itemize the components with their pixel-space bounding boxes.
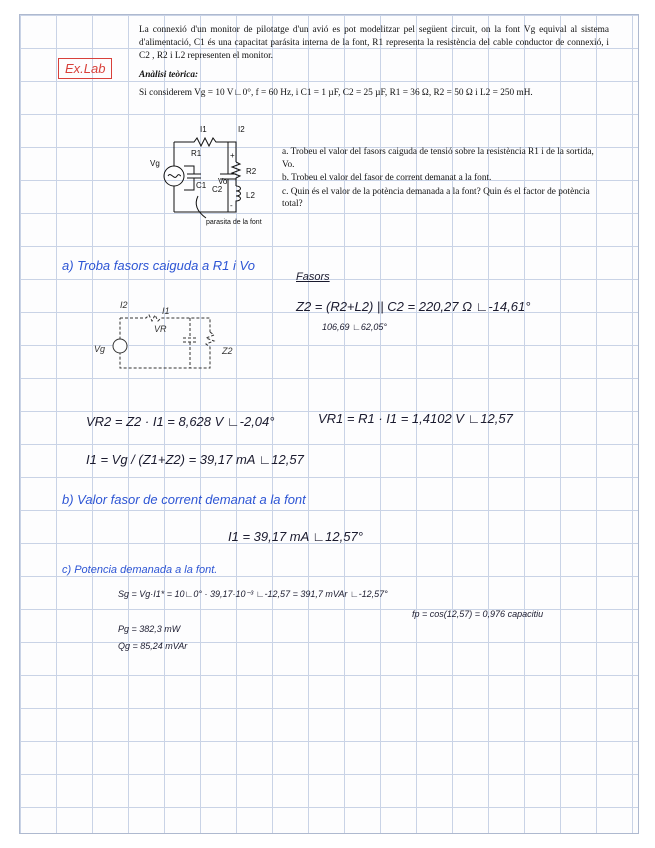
label-minus: - — [230, 201, 233, 210]
vr2-equation: VR2 = Z2 · I1 = 8,628 V ∟-2,04° — [86, 414, 275, 429]
fp-equation: fp = cos(12,57) = 0,976 capacitiu — [412, 609, 544, 619]
sketch-vg: Vg — [94, 344, 106, 354]
label-i2: I2 — [238, 125, 245, 134]
sketch-z2: Z2 — [222, 346, 233, 356]
conditions-text: Si considerem Vg = 10 V∟0°, f = 60 Hz, i C1 = 1 µF, C2 = 25 µF, R1 = 36 Ω, R2 = 50 Ω i L2 = 250 mH. — [139, 88, 533, 98]
i1-equation: I1 = Vg / (Z1+Z2) = 39,17 mA ∟12,57 — [86, 452, 304, 467]
part-c-title: c) Potencia demanada a la font. — [62, 564, 218, 576]
z2-subresult: 106,69 ∟62,05° — [322, 322, 387, 332]
z2-equation: Z2 = (R2+L2) || C2 = 220,27 Ω ∟-14,61° — [296, 299, 531, 314]
qg-equation: Qg = 85,24 mVAr — [118, 641, 188, 651]
ex-lab-tag: Ex.Lab — [58, 58, 112, 79]
label-vo: Vo — [218, 177, 228, 186]
circuit-sketch — [90, 296, 260, 380]
b-equation: I1 = 39,17 mA ∟12,57° — [228, 529, 363, 544]
question-a: a. Trobeu el valor del fasors caiguda de tensió sobre la resistència R1 i de la sortida, Vo. — [282, 147, 594, 170]
fasors-label: Fasors — [296, 271, 330, 283]
questions-list — [282, 146, 604, 212]
label-parasita: parasita de la font — [206, 219, 262, 226]
question-c: c. Quin és el valor de la potència demanada a la font? Quin és el factor de potència total? — [282, 186, 590, 209]
vr1-equation: VR1 = R1 · I1 = 1,4102 V ∟12,57 — [318, 411, 513, 426]
sketch-i2: I2 — [120, 300, 128, 310]
circuit-diagram — [140, 120, 278, 232]
part-a-title: a) Troba fasors caiguda a R1 i Vo — [62, 258, 255, 273]
label-r2: R2 — [246, 167, 257, 176]
sg-equation: Sg = Vg·I1* = 10∟0° · 39,17·10⁻³ ∟-12,57 = 391,7 mVAr ∟-12,57° — [118, 589, 388, 599]
intro-text: La connexió d'un monitor de pilotatge d'un avió es pot modelitzar pel següent circuit, on la font Vg equival al sistema d'alimentació, C1 és una capacitat parásita interna de la font, R1 representa la resistència del cable conductor de connexió, i C2 , R2 i L2 representen el monitor. — [139, 25, 609, 61]
label-c1: C1 — [196, 181, 207, 190]
part-b-title: b) Valor fasor de corrent demanat a la font — [62, 492, 306, 507]
sketch-vr: VR — [154, 324, 167, 334]
pg-equation: Pg = 382,3 mW — [118, 624, 181, 634]
section-title: Anàlisi teòrica: — [139, 70, 199, 80]
label-i1: I1 — [200, 125, 207, 134]
question-b: b. Trobeu el valor del fasor de corrent demanat a la font. — [282, 173, 492, 183]
sketch-i1: I1 — [162, 306, 170, 316]
label-c2: C2 — [212, 185, 223, 194]
label-vg: Vg — [150, 159, 160, 168]
label-plus: + — [230, 151, 235, 160]
label-l2: L2 — [246, 191, 255, 200]
problem-statement — [139, 24, 609, 100]
label-r1: R1 — [191, 149, 202, 158]
